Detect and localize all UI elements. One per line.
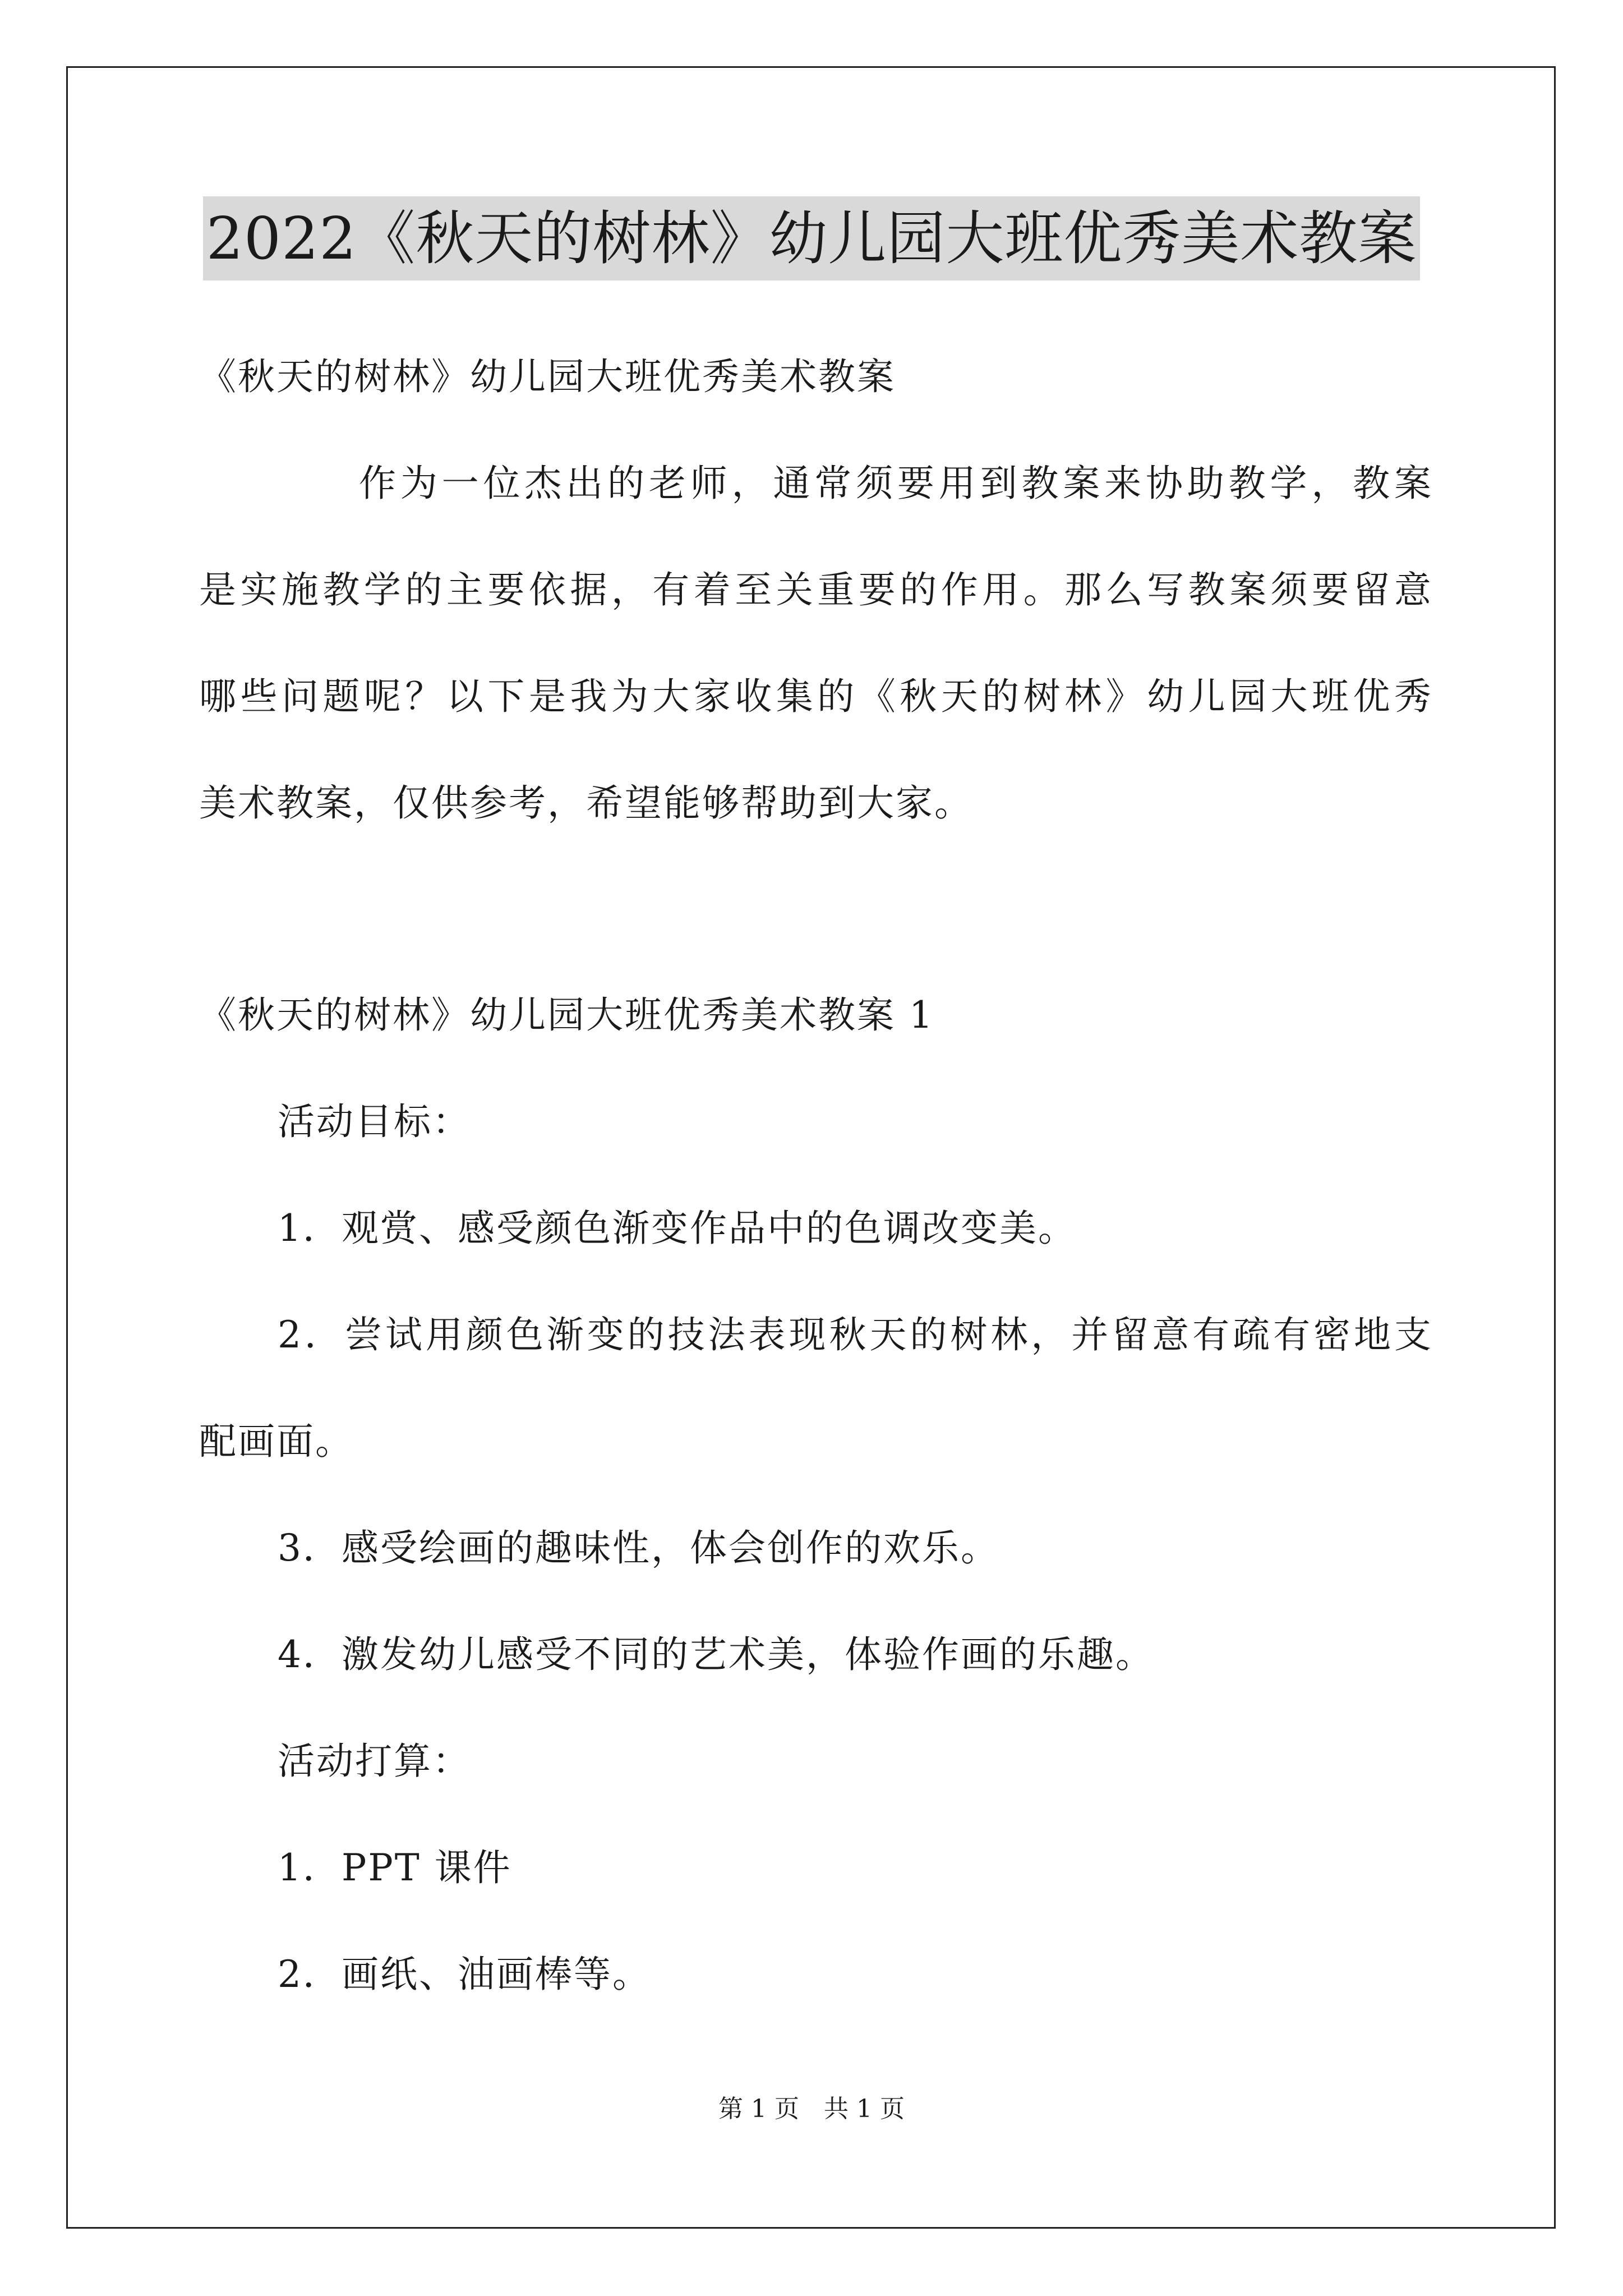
intro-line-4: 美术教案，仅供参考，希望能够帮助到大家。 [199, 781, 973, 825]
section-heading: 《秋天的树林》幼儿园大班优秀美术教案 1 [199, 993, 934, 1037]
intro-line-1: 作为一位杰出的老师，通常须要用到教案来协助教学，教案 [359, 462, 1433, 505]
page-number-footer: 第 1 页 共 1 页 [718, 2095, 905, 2123]
prep-item-1: 1．PPT 课件 [278, 1846, 512, 1889]
goal-item-2-continued: 配画面。 [199, 1420, 354, 1463]
intro-line-2: 是实施教学的主要依据，有着至关重要的作用。那么写教案须要留意 [199, 568, 1433, 611]
goal-item-4: 4．激发幼儿感受不同的艺术美，体验作画的乐趣。 [278, 1633, 1154, 1676]
goal-item-2: 2．尝试用颜色渐变的技法表现秋天的树林，并留意有疏有密地支 [278, 1313, 1433, 1356]
intro-line-3: 哪些问题呢？以下是我为大家收集的《秋天的树林》幼儿园大班优秀 [199, 675, 1433, 718]
prep-item-2: 2．画纸、油画棒等。 [278, 1953, 651, 1996]
goal-item-3: 3．感受绘画的趣味性，体会创作的欢乐。 [278, 1526, 999, 1570]
goals-heading: 活动目标： [278, 1100, 471, 1143]
title-container [0, 196, 1623, 280]
goal-item-1: 1．观赏、感受颜色渐变作品中的色调改变美。 [278, 1207, 1077, 1250]
document-subtitle: 《秋天的树林》幼儿园大班优秀美术教案 [199, 355, 896, 398]
prep-heading: 活动打算： [278, 1740, 471, 1783]
document-title: 2022《秋天的树林》幼儿园大班优秀美术教案 [203, 196, 1421, 280]
